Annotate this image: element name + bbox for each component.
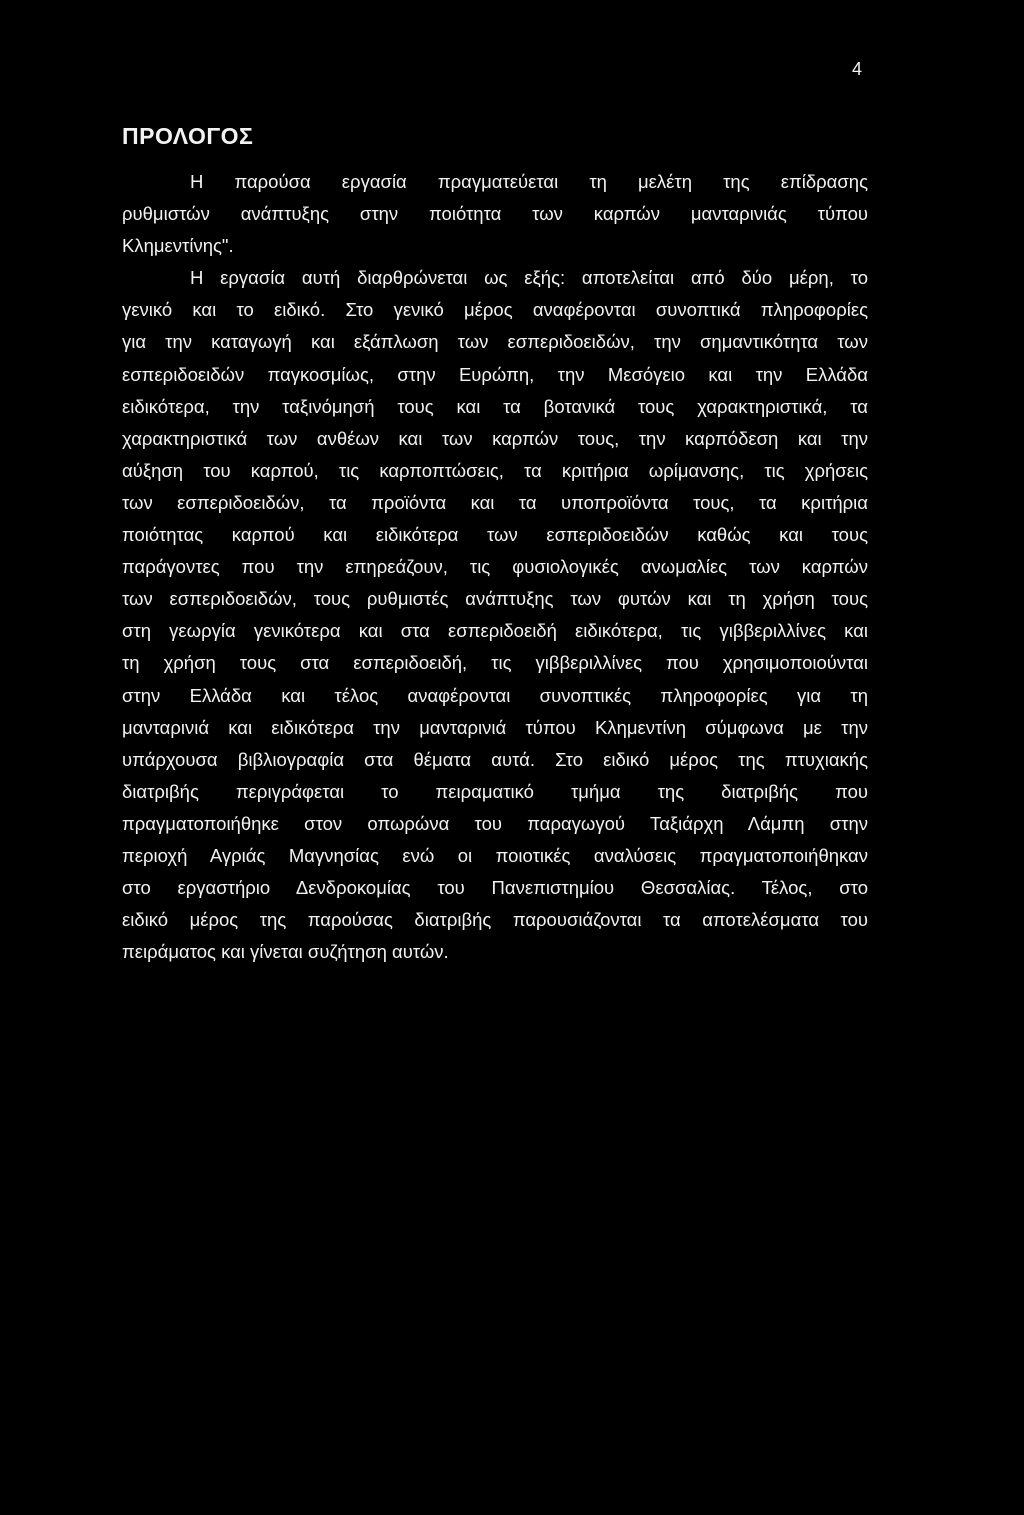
text-line: στη γεωργία γενικότερα και στα εσπεριδοειδή ειδικότερα, τις γιββεριλλίνες και <box>122 620 868 642</box>
text-line: για την καταγωγή και εξάπλωση των εσπεριδοειδών, την σημαντικότητα των <box>122 331 868 353</box>
text-line: των εσπεριδοειδών, τους ρυθμιστές ανάπτυξης των φυτών και τη χρήση τους <box>122 588 868 610</box>
text-line: ρυθμιστών ανάπτυξης στην ποιότητα των καρπών μανταρινιάς τύπου <box>122 203 868 225</box>
text-line: πειράματος και γίνεται συζήτηση αυτών. <box>122 941 449 963</box>
text-line: υπάρχουσα βιβλιογραφία στα θέματα αυτά. Στο ειδικό μέρος της πτυχιακής <box>122 748 868 770</box>
text-line: στην Ελλάδα και τέλος αναφέρονται συνοπτικές πληροφορίες για τη <box>122 684 868 706</box>
text-line: τη χρήση τους στα εσπεριδοειδή, τις γιββεριλλίνες που χρησιμοποιούνται <box>122 652 868 674</box>
text-line: Η παρούσα εργασία πραγματεύεται τη μελέτη της επίδρασης <box>190 171 868 192</box>
text-line: αύξηση του καρπού, τις καρποπτώσεις, τα κριτήρια ωρίμανσης, τις χρήσεις <box>122 459 868 481</box>
text-line: Η εργασία αυτή διαρθρώνεται ως εξής: αποτελείται από δύο μέρη, το <box>190 267 868 289</box>
text-line: μανταρινιά και ειδικότερα την μανταρινιά τύπου Κλημεντίνη σύμφωνα με την <box>122 716 868 738</box>
text-line: στο εργαστήριο Δενδροκομίας του Πανεπιστημίου Θεσσαλίας. Τέλος, στο <box>122 877 868 899</box>
text-line: χαρακτηριστικά των ανθέων και των καρπών τους, την καρπόδεση και την <box>122 427 868 449</box>
text-line: ποιότητας καρπού και ειδικότερα των εσπεριδοειδών καθώς και τους <box>122 524 868 546</box>
text-line: γενικό και το ειδικό. Στο γενικό μέρος αναφέρονται συνοπτικά πληροφορίες <box>122 299 868 321</box>
body-text <box>122 166 868 968</box>
text-line: εσπεριδοειδών παγκοσμίως, στην Ευρώπη, την Μεσόγειο και την Ελλάδα <box>122 363 868 385</box>
page-title: ΠΡΟΛΟΓΟΣ <box>122 123 254 149</box>
text-line: διατριβής περιγράφεται το πειραματικό τμήμα της διατριβής που <box>122 780 868 802</box>
text-line: Κλημεντίνης". <box>122 235 234 257</box>
text-line: ειδικό μέρος της παρούσας διατριβής παρουσιάζονται τα αποτελέσματα του <box>122 909 868 931</box>
text-line: ειδικότερα, την ταξινόμησή τους και τα βοτανικά τους χαρακτηριστικά, τα <box>122 395 868 417</box>
page-number: 4 <box>852 59 863 79</box>
text-line: περιοχή Αγριάς Μαγνησίας ενώ οι ποιοτικές αναλύσεις πραγματοποιήθηκαν <box>122 844 868 866</box>
text-line: παράγοντες που την επηρεάζουν, τις φυσιολογικές ανωμαλίες των καρπών <box>122 556 868 578</box>
text-line: των εσπεριδοειδών, τα προϊόντα και τα υποπροϊόντα τους, τα κριτήρια <box>122 491 868 513</box>
text-line: πραγματοποιήθηκε στον οπωρώνα του παραγωγού Ταξιάρχη Λάμπη στην <box>122 812 868 834</box>
